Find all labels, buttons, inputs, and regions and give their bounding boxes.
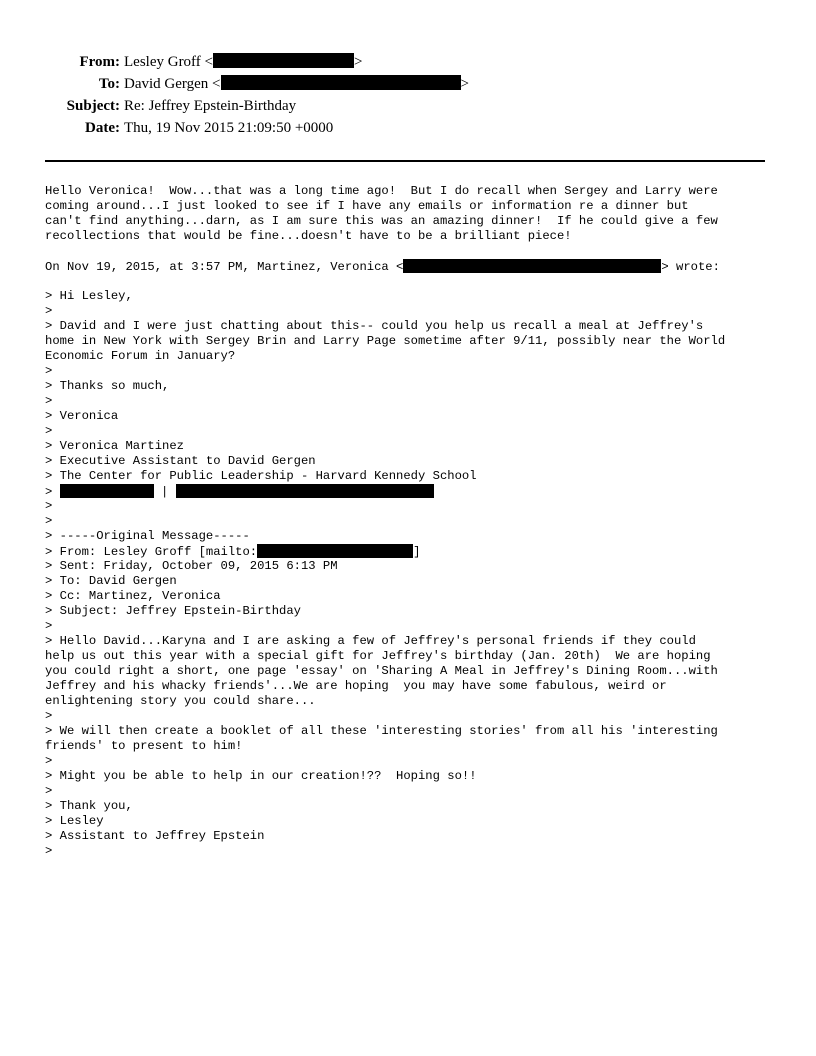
quote-line: > xyxy=(45,844,53,858)
quote-line: home in New York with Sergey Brin and Larry Page sometime after 9/11, possibly near the World xyxy=(45,334,726,348)
body-line: Hello Veronica! Wow...that was a long time ago! But I do recall when Sergey and Larry were xyxy=(45,184,718,198)
quote-line: > Hi Lesley, xyxy=(45,289,133,303)
from-value xyxy=(124,52,362,72)
quote-line: > Thanks so much, xyxy=(45,379,170,393)
quote-line: > Sent: Friday, October 09, 2015 6:13 PM xyxy=(45,559,338,573)
from-row xyxy=(0,52,816,72)
to-label: To: xyxy=(98,76,120,92)
redaction-box xyxy=(60,484,154,498)
quote-line: > Veronica Martinez xyxy=(45,439,184,453)
subject-label: Subject: xyxy=(66,98,120,114)
body-line: coming around...I just looked to see if I have any emails or information re a dinner but xyxy=(45,199,689,213)
wrote-prefix: On Nov 19, 2015, at 3:57 PM, Martinez, Veronica < xyxy=(45,260,404,274)
date-value: Thu, 19 Nov 2015 21:09:50 +0000 xyxy=(124,120,334,136)
sig-separator: | xyxy=(153,485,176,499)
redaction-box xyxy=(221,75,461,90)
quote-line: > xyxy=(45,364,53,378)
from-label: From: xyxy=(79,54,120,70)
quote-line: help us out this year with a special gift for Jeffrey's birthday (Jan. 20th) We are hoping xyxy=(45,649,711,663)
from-bracket: > xyxy=(354,54,363,70)
quote-line: > Lesley xyxy=(45,814,104,828)
quote-line: > Veronica xyxy=(45,409,119,423)
quote-line: friends' to present to him! xyxy=(45,739,243,753)
date-label: Date: xyxy=(85,120,120,136)
quote-line: > Executive Assistant to David Gergen xyxy=(45,454,316,468)
email-body xyxy=(45,184,785,859)
quoted-from-suffix: ] xyxy=(413,545,421,559)
quote-line: > xyxy=(45,754,53,768)
body-line: can't find anything...darn, as I am sure this was an amazing dinner! If he could give a few xyxy=(45,214,718,228)
quote-line: > xyxy=(45,514,53,528)
signature-contact-line xyxy=(45,484,785,499)
sig-prefix: > xyxy=(45,485,60,499)
quote-line: > xyxy=(45,394,53,408)
quote-line: > xyxy=(45,424,53,438)
quote-line: > Hello David...Karyna and I are asking a few of Jeffrey's personal friends if they could xyxy=(45,634,696,648)
quote-line: Economic Forum in January? xyxy=(45,349,236,363)
quoted-from-line xyxy=(45,544,785,559)
redaction-box xyxy=(403,259,661,273)
quote-line: > David and I were just chatting about this-- could you help us recall a meal at Jeffrey's xyxy=(45,319,704,333)
quote-line: > Assistant to Jeffrey Epstein xyxy=(45,829,265,843)
quote-line: > xyxy=(45,619,53,633)
to-bracket: > xyxy=(460,76,469,92)
wrote-suffix: > wrote: xyxy=(661,260,720,274)
subject-row xyxy=(0,96,816,116)
quote-line: > To: David Gergen xyxy=(45,574,177,588)
blank-line xyxy=(45,244,785,259)
quote-line: > Thank you, xyxy=(45,799,133,813)
to-row xyxy=(0,74,816,94)
date-row xyxy=(0,118,816,138)
quote-line: > -----Original Message----- xyxy=(45,529,250,543)
body-line: recollections that would be fine...doesn't have to be a brilliant piece! xyxy=(45,229,572,243)
quote-line: > xyxy=(45,304,53,318)
quote-line: > xyxy=(45,709,53,723)
header-divider xyxy=(45,160,765,162)
from-name: Lesley Groff < xyxy=(124,54,213,70)
quote-line: > Subject: Jeffrey Epstein-Birthday xyxy=(45,604,301,618)
quote-line: > The Center for Public Leadership - Harvard Kennedy School xyxy=(45,469,477,483)
blank-line xyxy=(45,274,785,289)
quote-line: > We will then create a booklet of all these 'interesting stories' from all his 'interesting xyxy=(45,724,718,738)
redaction-box xyxy=(257,544,413,558)
quote-line: enlightening story you could share... xyxy=(45,694,316,708)
quote-line: you could right a short, one page 'essay' on 'Sharing A Meal in Jeffrey's Dining Room...with xyxy=(45,664,718,678)
subject-value: Re: Jeffrey Epstein-Birthday xyxy=(124,98,297,114)
quote-line: > Cc: Martinez, Veronica xyxy=(45,589,221,603)
quoted-from-prefix: > From: Lesley Groff [mailto: xyxy=(45,545,258,559)
quote-line: > xyxy=(45,499,53,513)
to-name: David Gergen < xyxy=(124,76,221,92)
quote-line: > Might you be able to help in our creation!?? Hoping so!! xyxy=(45,769,477,783)
quote-line: Jeffrey and his whacky friends'...We are hoping you may have some fabulous, weird or xyxy=(45,679,667,693)
quote-line: > xyxy=(45,784,53,798)
to-value xyxy=(124,74,469,94)
wrote-line xyxy=(45,259,785,274)
redaction-box xyxy=(176,484,434,498)
redaction-box xyxy=(213,53,354,68)
